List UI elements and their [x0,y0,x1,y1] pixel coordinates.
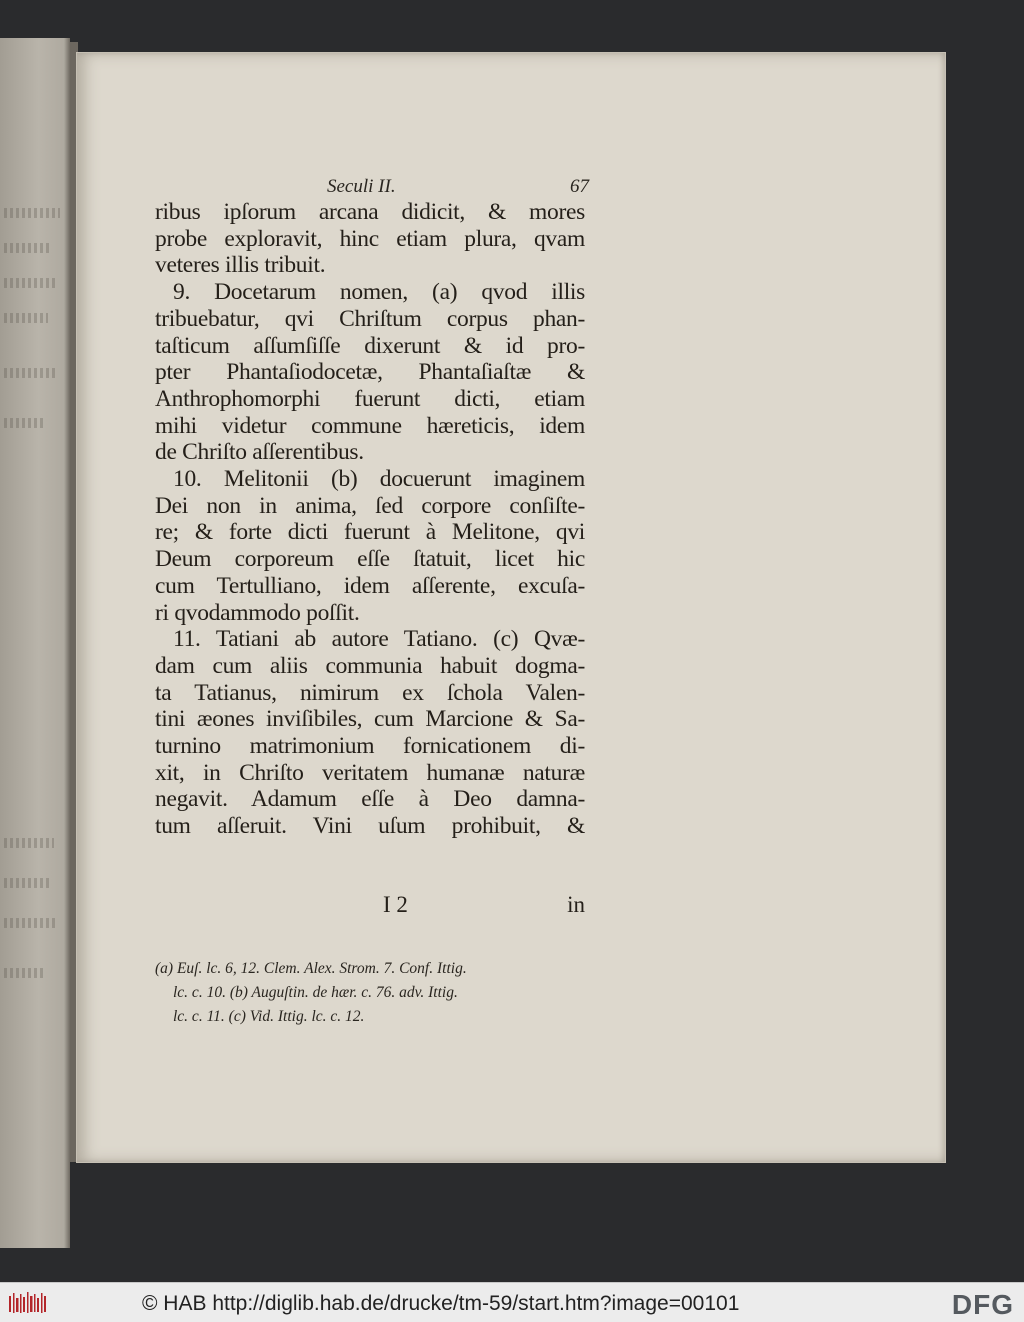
paragraph-11-start: 11. Tatiani ab autore Tatiano. (c) Qvæ- [173,626,585,653]
footnote-line: lc. c. 10. (b) Auguſtin. de hær. c. 76. adv. Ittig. [173,984,458,1001]
text-line: ri qvodammodo poſſit. [155,599,360,626]
main-text-block [155,199,585,840]
text-line: xit, in Chriſto veritatem humanæ naturæ [155,759,585,786]
text-line: Dei non in anima, ſed corpore conſiſte- [155,492,585,519]
text-line: dam cum aliis communia habuit dogma- [155,652,585,679]
left-page-edge [0,38,70,1248]
show-through-text [4,313,48,323]
viewer-footer [0,1282,1024,1322]
text-line: tum aſſeruit. Vini uſum prohibuit, & [155,813,585,840]
show-through-text [4,208,60,218]
catchword: in [567,892,585,917]
show-through-text [4,368,58,378]
text-line: probe exploravit, hinc etiam plura, qvam [155,225,585,252]
footnote-line: lc. c. 11. (c) Vid. Ittig. lc. c. 12. [173,1008,365,1025]
show-through-text [4,838,54,848]
text-line: de Chriſto aſſerentibus. [155,439,364,466]
text-line: mihi videtur commune hæreticis, idem [155,412,585,439]
text-line: tini æones inviſibiles, cum Marcione & Sa- [155,706,585,733]
page-number: 67 [570,176,589,197]
book-page [76,52,946,1163]
text-line: pter Phantaſiodocetæ, Phantaſiaſtæ & [155,359,585,386]
paragraph-9-start: 9. Docetarum nomen, (a) qvod illis [173,279,585,306]
show-through-text [4,918,56,928]
text-line: turnino matrimonium fornicationem di- [155,733,585,760]
show-through-text [4,243,52,253]
show-through-text [4,278,56,288]
text-line: ta Tatianus, nimirum ex ſchola Valen- [155,679,585,706]
footnote-line: (a) Euſ. lc. 6, 12. Clem. Alex. Strom. 7. Conf. Ittig. [155,960,467,977]
running-title: Seculi II. [327,176,396,197]
text-line: Anthrophomorphi fuerunt dicti, etiam [155,385,585,412]
show-through-text [4,878,50,888]
signature-row [155,892,585,918]
text-line: negavit. Adamum eſſe à Deo damna- [155,786,585,813]
text-line: Deum corporeum eſſe ſtatuit, licet hic [155,546,585,573]
hab-barcode-logo-icon [8,1291,48,1315]
paragraph-10-start: 10. Melitonii (b) docuerunt imaginem [173,466,585,493]
footnotes [155,957,585,1029]
signature-mark: I 2 [383,892,408,917]
text-line: ribus ipſorum arcana didicit, & mores [155,199,585,225]
text-line: taſticum aſſumſiſſe dixerunt & id pro- [155,332,585,359]
show-through-text [4,418,44,428]
copyright-url-text[interactable]: © HAB http://diglib.hab.de/drucke/tm-59/start.htm?image=00101 [142,1292,740,1315]
text-line: veteres illis tribuit. [155,252,326,279]
text-line: re; & forte dicti fuerunt à Melitone, qvi [155,519,585,546]
page-content [77,53,945,1162]
show-through-text [4,968,46,978]
text-line: cum Tertulliano, idem aſſerente, excuſa- [155,572,585,599]
dfg-logo: DFG [951,1289,1014,1320]
text-line: tribuebatur, qvi Chriſtum corpus phan- [155,305,585,332]
